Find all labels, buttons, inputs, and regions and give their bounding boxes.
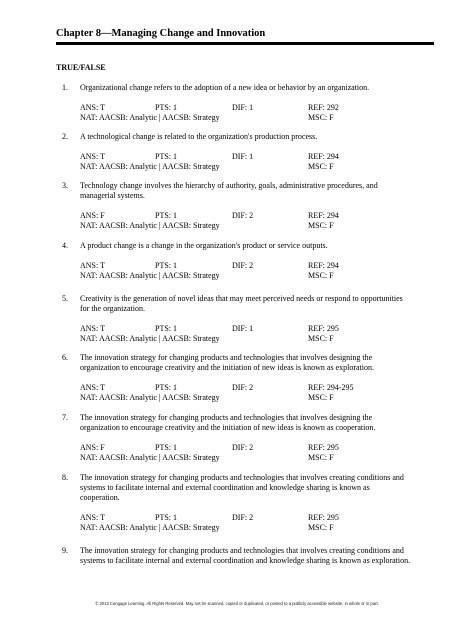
question-text-line: The innovation strategy for changing products and technologies that involves creating conditions and: [80, 546, 404, 555]
points-value: PTS: 1: [155, 152, 178, 161]
question-text-line: Creativity is the generation of novel ideas that may meet perceived needs or respond to opportunities: [80, 294, 403, 303]
nat-value: NAT: AACSB: Analytic | AACSB: Strategy: [80, 113, 220, 122]
question-text-line: organization to encourage creativity and the initiation of new ideas is known as cooperation.: [80, 423, 376, 432]
nat-value: NAT: AACSB: Analytic | AACSB: Strategy: [80, 271, 220, 280]
question-text-line: Technology change involves the hierarchy of authority, goals, administrative procedures, and: [80, 181, 378, 190]
question-number: 5.: [62, 294, 68, 303]
reference-value: REF: 295: [308, 443, 339, 452]
question-text: [80, 241, 436, 251]
question-text: [80, 413, 436, 433]
points-value: PTS: 1: [155, 261, 178, 270]
section-title: TRUE/FALSE: [56, 63, 106, 72]
question-text: [80, 473, 436, 503]
question-text-line: Organizational change refers to the adoption of a new idea or behavior by an organization.: [80, 83, 370, 92]
copyright-footer: © 2013 Cengage Learning. All Rights Reserved. May not be scanned, copied or duplicated, or posted to a publicly accessible website, in whole or in part.: [95, 601, 379, 606]
question-text-line: A technological change is related to the organization's production process.: [80, 132, 318, 141]
difficulty-value: DIF: 2: [232, 211, 254, 220]
question-text-line: managerial systems.: [80, 191, 145, 200]
reference-value: REF: 294-295: [308, 383, 354, 392]
question-number: 6.: [62, 353, 68, 362]
reference-value: REF: 295: [308, 513, 339, 522]
msc-value: MSC: F: [308, 113, 334, 122]
answer-value: ANS: T: [80, 324, 105, 333]
points-value: PTS: 1: [155, 383, 178, 392]
question-number: 7.: [62, 413, 68, 422]
msc-value: MSC: F: [308, 221, 334, 230]
points-value: PTS: 1: [155, 513, 178, 522]
answer-value: ANS: T: [80, 383, 105, 392]
difficulty-value: DIF: 2: [232, 383, 254, 392]
answer-value: ANS: F: [80, 211, 105, 220]
title-rule: [56, 42, 434, 45]
question-text-line: organization to encourage creativity and the initiation of new ideas is known as exploration.: [80, 363, 374, 372]
question-text-line: systems to facilitate internal and external coordination and knowledge sharing is known as exploration.: [80, 556, 411, 565]
reference-value: REF: 294: [308, 261, 339, 270]
nat-value: NAT: AACSB: Analytic | AACSB: Strategy: [80, 221, 220, 230]
question-number: 1.: [62, 83, 68, 92]
points-value: PTS: 1: [155, 211, 178, 220]
question-text-line: cooperation.: [80, 493, 120, 502]
reference-value: REF: 294: [308, 152, 339, 161]
question-text: [80, 294, 436, 314]
nat-value: NAT: AACSB: Analytic | AACSB: Strategy: [80, 162, 220, 171]
answer-value: ANS: T: [80, 513, 105, 522]
question-text-line: The innovation strategy for changing products and technologies that involves designing the: [80, 353, 373, 362]
nat-value: NAT: AACSB: Analytic | AACSB: Strategy: [80, 334, 220, 343]
question-number: 4.: [62, 241, 68, 250]
question-number: 3.: [62, 181, 68, 190]
difficulty-value: DIF: 2: [232, 443, 254, 452]
nat-value: NAT: AACSB: Analytic | AACSB: Strategy: [80, 453, 220, 462]
nat-value: NAT: AACSB: Analytic | AACSB: Strategy: [80, 393, 220, 402]
question-text: [80, 181, 436, 201]
answer-value: ANS: T: [80, 261, 105, 270]
difficulty-value: DIF: 2: [232, 261, 254, 270]
difficulty-value: DIF: 2: [232, 513, 254, 522]
question-text: [80, 83, 436, 93]
chapter-title: Chapter 8—Managing Change and Innovation: [56, 28, 266, 39]
msc-value: MSC: F: [308, 523, 334, 532]
question-text: [80, 353, 436, 373]
answer-value: ANS: T: [80, 103, 105, 112]
points-value: PTS: 1: [155, 443, 178, 452]
reference-value: REF: 292: [308, 103, 339, 112]
reference-value: REF: 294: [308, 211, 339, 220]
difficulty-value: DIF: 1: [232, 152, 254, 161]
msc-value: MSC: F: [308, 271, 334, 280]
answer-value: ANS: F: [80, 443, 105, 452]
question-text-line: A product change is a change in the organization's product or service outputs.: [80, 241, 328, 250]
question-text-line: The innovation strategy for changing products and technologies that involves creating conditions and: [80, 473, 404, 482]
question-text-line: systems to facilitate internal and external coordination and knowledge sharing is known as: [80, 483, 370, 492]
question-number: 8.: [62, 473, 68, 482]
difficulty-value: DIF: 1: [232, 324, 254, 333]
points-value: PTS: 1: [155, 324, 178, 333]
reference-value: REF: 295: [308, 324, 339, 333]
question-number: 2.: [62, 132, 68, 141]
msc-value: MSC: F: [308, 162, 334, 171]
question-text: [80, 546, 436, 566]
question-number: 9.: [62, 546, 68, 555]
msc-value: MSC: F: [308, 453, 334, 462]
question-text-line: for the organization.: [80, 304, 145, 313]
msc-value: MSC: F: [308, 334, 334, 343]
points-value: PTS: 1: [155, 103, 178, 112]
question-text-line: The innovation strategy for changing products and technologies that involves designing the: [80, 413, 373, 422]
msc-value: MSC: F: [308, 393, 334, 402]
nat-value: NAT: AACSB: Analytic | AACSB: Strategy: [80, 523, 220, 532]
answer-value: ANS: T: [80, 152, 105, 161]
question-text: [80, 132, 436, 142]
difficulty-value: DIF: 1: [232, 103, 254, 112]
